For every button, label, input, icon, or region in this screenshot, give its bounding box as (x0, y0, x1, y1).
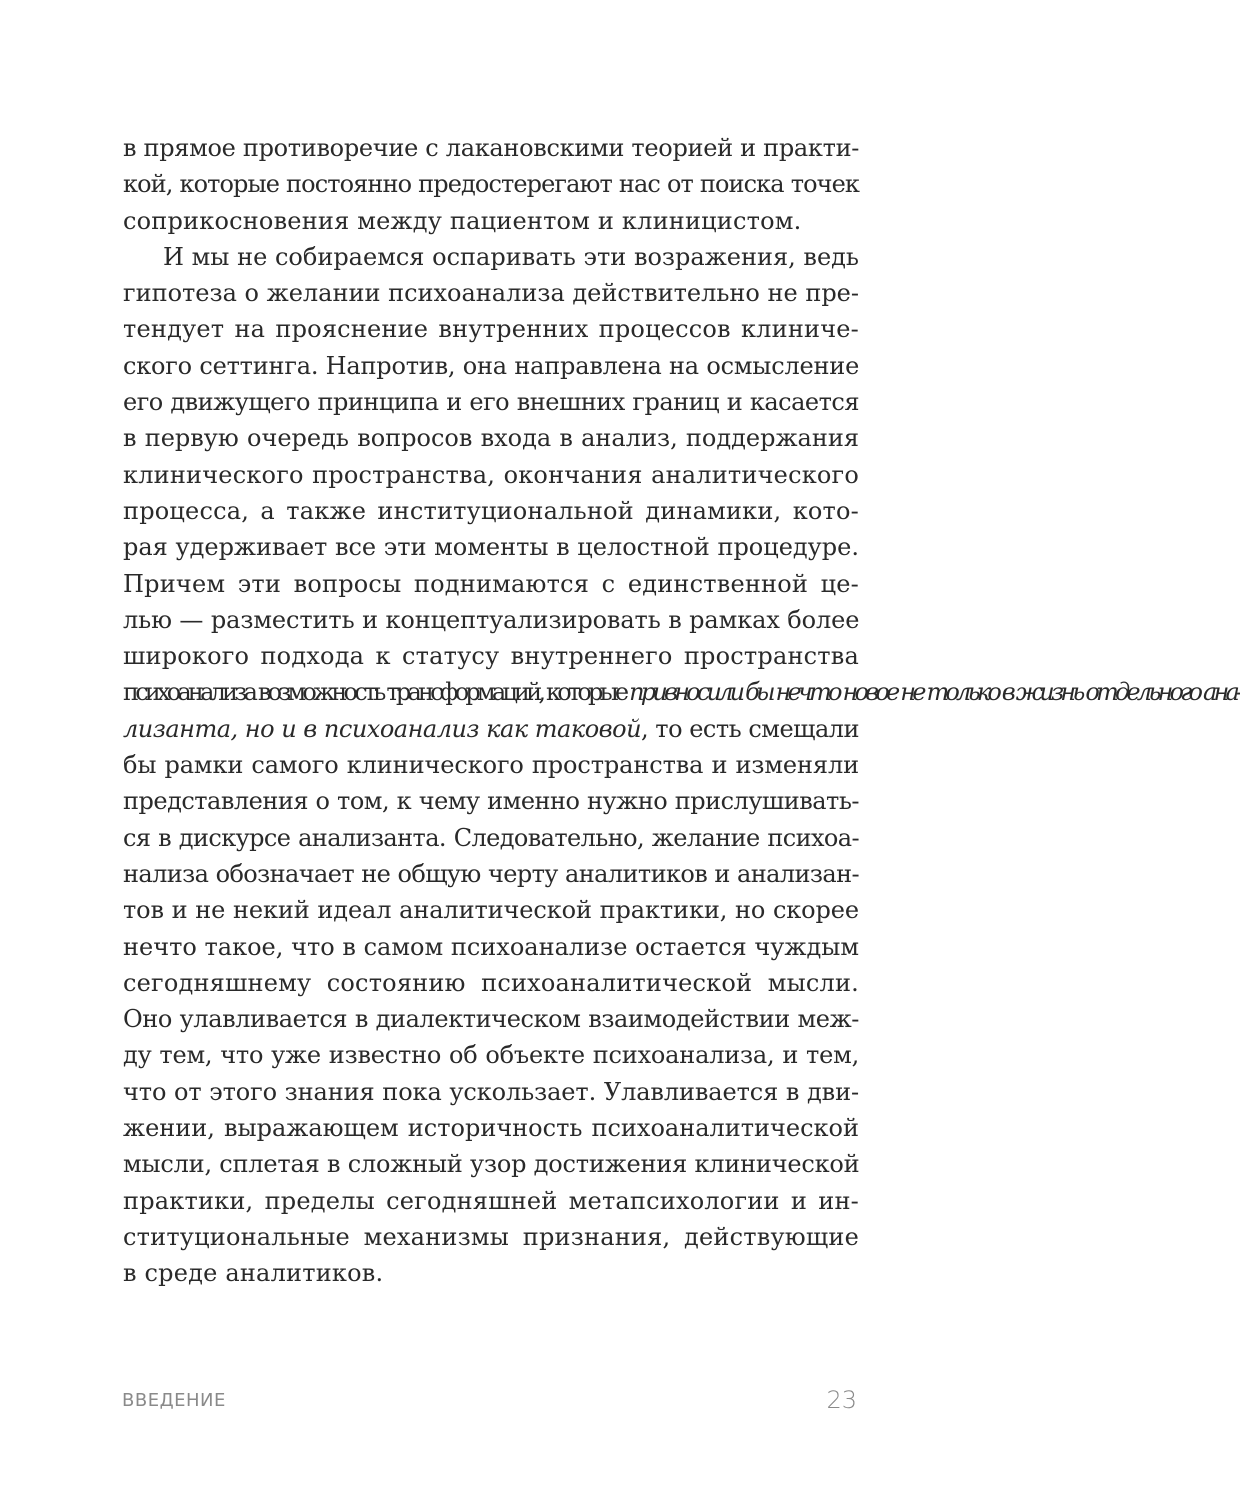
text-line: сегодняшнему состоянию психоаналитической мысли. (123, 968, 859, 997)
text-line: в первую очередь вопросов входа в анализ, поддержания (123, 424, 859, 453)
text-line: его движущего принципа и его внешних границ и касается (123, 388, 859, 417)
text-line: практики, пределы сегодняшней метапсихологии и ин- (123, 1186, 859, 1215)
text-line: кой, которые постоянно предостерегают нас от поиска точек (123, 170, 859, 199)
text-line: процесса, а также институциональной динамики, кото- (123, 496, 859, 525)
text-line: гипотеза о желании психоанализа действительно не пре- (123, 279, 859, 308)
text-line: широкого подхода к статусу внутреннего пространства (123, 642, 859, 671)
text-line: в прямое противоречие с лакановскими теорией и практи- (123, 134, 860, 162)
running-footer-section: ВВЕДЕНИЕ (122, 1390, 226, 1411)
text-line: ду тем, что уже известно об объекте психоанализа, и тем, (123, 1041, 859, 1070)
text-line: ского сеттинга. Напротив, она направлена на осмысление (123, 351, 860, 380)
text-line: клинического пространства, окончания аналитического (123, 460, 859, 489)
body-text (123, 130, 1240, 1292)
text-line: ституциональные механизмы признания, действующие (123, 1222, 859, 1251)
text-line: нализа обозначает не общую черту аналитиков и анализан- (123, 859, 859, 888)
text-line: нечто такое, что в самом психоанализе остается чуждым (123, 932, 859, 961)
text-line: ся в дискурсе анализанта. Следовательно, желание психоа- (123, 823, 859, 852)
page-number: 23 (826, 1386, 857, 1414)
text-line: Причем эти вопросы поднимаются с единственной це- (123, 569, 859, 598)
text-line (123, 674, 1240, 710)
text-segment: , то есть смещали (641, 714, 860, 743)
text-line: лью — разместить и концептуализировать в рамках более (123, 605, 860, 634)
text-line: тов и не некий идеал аналитической практики, но скорее (123, 896, 859, 925)
text-line: Оно улавливается в диалектическом взаимодействии меж- (123, 1005, 859, 1034)
text-line: И мы не собираемся оспаривать эти возражения, ведь (163, 242, 859, 271)
italic-segment: привносили бы нечто новое не только в жизнь отдельного ана- (629, 678, 1240, 707)
text-line: мысли, сплетая в сложный узор достижения клинической (123, 1150, 860, 1179)
text-line: рая удерживает все эти моменты в целостной процедуре. (123, 533, 859, 562)
text-line: жении, выражающем историчность психоаналитической (123, 1114, 859, 1143)
text-line: соприкосновения между пациентом и клиницистом. (123, 206, 802, 235)
text-line: представления о том, к чему именно нужно прислушивать- (123, 787, 859, 816)
text-line: что от этого знания пока ускользает. Улавливается в дви- (123, 1077, 859, 1106)
italic-segment: лизанта, но и в психоанализ как таковой (123, 714, 642, 743)
text-line: тендует на прояснение внутренних процессов клиниче- (123, 315, 859, 344)
text-segment: психоанализа возможность трансформаций, которые (123, 678, 630, 707)
text-line (123, 711, 859, 747)
text-line: бы рамки самого клинического пространства и изменяли (123, 751, 859, 780)
text-line: в среде аналитиков. (123, 1259, 384, 1288)
